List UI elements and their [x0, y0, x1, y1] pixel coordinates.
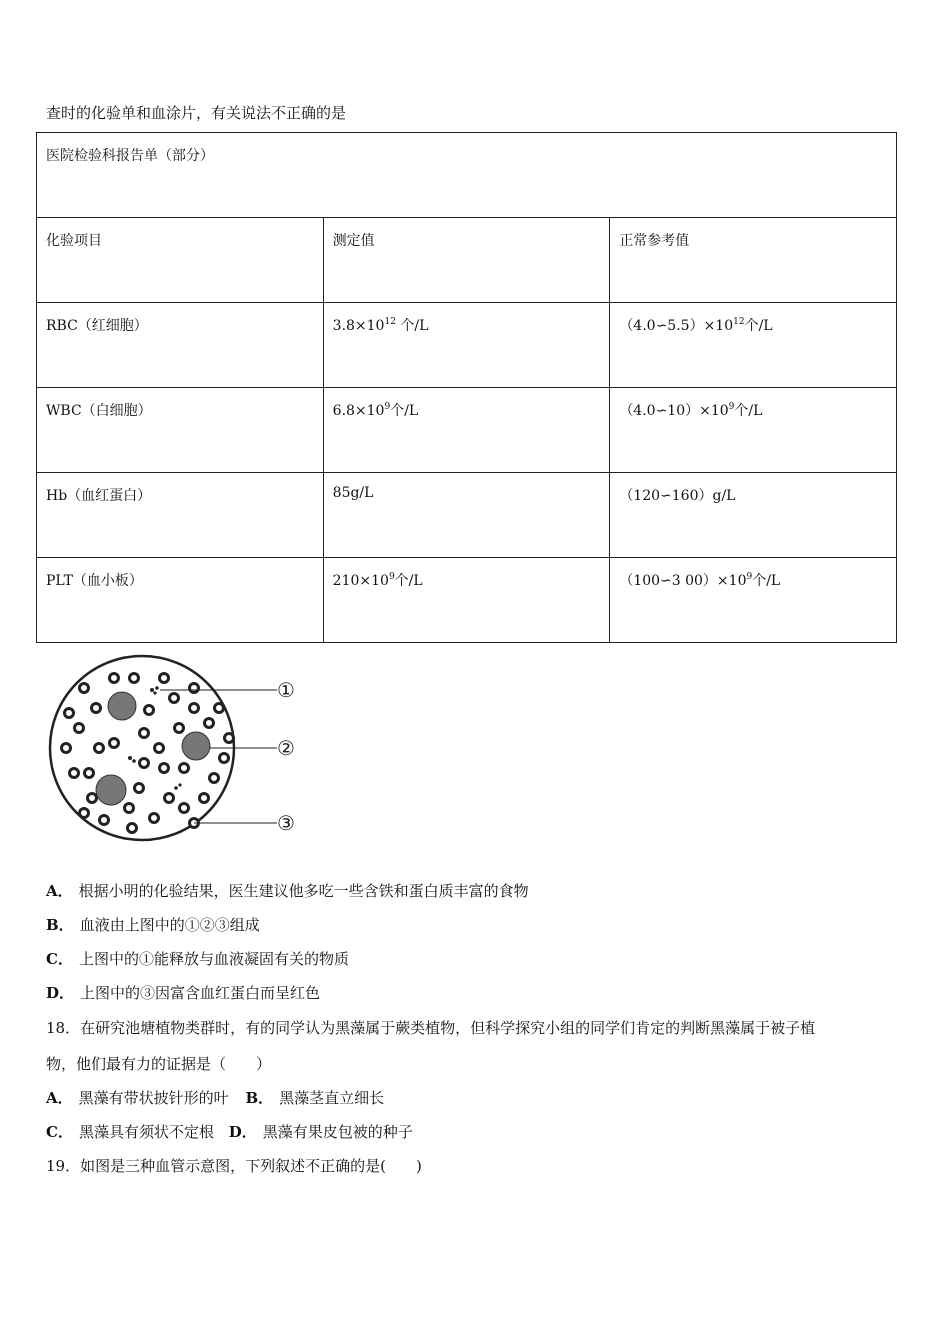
red-blood-cell — [75, 724, 84, 733]
red-blood-cell — [175, 724, 184, 733]
report-title: 医院检验科报告单（部分） — [37, 133, 897, 218]
red-blood-cell — [80, 684, 89, 693]
red-blood-cell — [150, 814, 159, 823]
red-blood-cell — [80, 809, 89, 818]
label-2: ② — [277, 736, 295, 760]
reference-cell: $(4.0∽5.5)\times 10^{12}$个/L — [610, 303, 897, 388]
table-row — [37, 303, 897, 388]
value-cell: 85g/L — [323, 473, 610, 558]
red-blood-cell — [220, 754, 229, 763]
red-blood-cell — [92, 704, 101, 713]
red-blood-cell — [190, 704, 199, 713]
red-blood-cell — [65, 709, 74, 718]
q18-options-row2 — [46, 1121, 413, 1142]
red-blood-cell — [145, 706, 154, 715]
red-blood-cell — [125, 804, 134, 813]
option-c[interactable]: C． 上图中的①能释放与血液凝固有关的物质 — [46, 950, 349, 968]
reference-cell: （100∽3 $00)\times 10^9$个/L — [610, 558, 897, 643]
red-blood-cell — [140, 729, 149, 738]
red-blood-cell — [85, 769, 94, 778]
reference-cell: $(4.0∽10)\times 10^9$个/L — [610, 388, 897, 473]
q18-option-b[interactable]: B． 黑藻茎直立细长 — [245, 1089, 385, 1107]
red-blood-cell — [205, 719, 214, 728]
value-cell: $6.8\times 10^9$个/L — [323, 388, 610, 473]
reference-cell: （120∽160）g/L — [610, 473, 897, 558]
question-19: 19．如图是三种血管示意图，下列叙述不正确的是( ) — [46, 1157, 422, 1175]
red-blood-cell — [200, 794, 209, 803]
q18-options-row1 — [46, 1087, 384, 1108]
question-18-line2: 物，他们最有力的证据是（ ） — [46, 1055, 272, 1073]
red-blood-cell — [88, 794, 97, 803]
option-a[interactable]: A． 根据小明的化验结果，医生建议他多吃一些含铁和蛋白质丰富的食物 — [46, 882, 529, 900]
red-blood-cell — [95, 744, 104, 753]
red-blood-cell — [110, 739, 119, 748]
red-blood-cell — [225, 734, 234, 743]
red-blood-cell — [62, 744, 71, 753]
red-blood-cell — [140, 759, 149, 768]
table-row — [37, 388, 897, 473]
blood-smear-diagram — [44, 648, 314, 848]
table-row — [37, 473, 897, 558]
header-value: 测定值 — [323, 218, 610, 303]
option-b[interactable]: B． 血液由上图中的①②③组成 — [46, 916, 260, 934]
red-blood-cell — [70, 769, 79, 778]
red-blood-cell — [130, 674, 139, 683]
value-cell: $210\times 10^9$个/L — [323, 558, 610, 643]
red-blood-cell — [160, 764, 169, 773]
red-blood-cell — [180, 804, 189, 813]
q18-option-a[interactable]: A． 黑藻有带状披针形的叶 — [46, 1089, 229, 1107]
q18-option-c[interactable]: C． 黑藻具有须状不定根 — [46, 1123, 214, 1141]
smear-field — [50, 656, 234, 840]
header-reference: 正常参考值 — [610, 218, 897, 303]
label-markers — [277, 678, 295, 835]
red-blood-cell — [170, 694, 179, 703]
red-blood-cell — [128, 824, 137, 833]
item-cell: WBC（白细胞） — [37, 388, 324, 473]
lab-report-table — [36, 132, 897, 643]
red-blood-cell — [210, 774, 219, 783]
red-blood-cell — [215, 704, 224, 713]
table-row — [37, 558, 897, 643]
value-cell: $3.8\times 10^{12}$ 个/L — [323, 303, 610, 388]
item-cell: RBC（红细胞） — [37, 303, 324, 388]
label-3: ③ — [277, 811, 295, 835]
header-item: 化验项目 — [37, 218, 324, 303]
option-d[interactable]: D． 上图中的③因富含血红蛋白而呈红色 — [46, 984, 321, 1002]
red-blood-cell — [160, 674, 169, 683]
red-blood-cell — [135, 784, 144, 793]
item-cell: PLT（血小板） — [37, 558, 324, 643]
item-cell: Hb（血红蛋白） — [37, 473, 324, 558]
q18-option-d[interactable]: D． 黑藻有果皮包被的种子 — [228, 1123, 413, 1141]
red-blood-cell — [165, 794, 174, 803]
question-18-line1: 18．在研究池塘植物类群时，有的同学认为黑藻属于蕨类植物，但科学探究小组的同学们肯定的判断黑藻属于被子植 — [46, 1019, 816, 1037]
red-blood-cell — [110, 674, 119, 683]
question-intro-text: 查时的化验单和血涂片，有关说法不正确的是 — [46, 104, 347, 122]
red-blood-cell — [155, 744, 164, 753]
label-1: ① — [277, 678, 295, 702]
red-blood-cell — [190, 684, 199, 693]
red-blood-cell — [100, 816, 109, 825]
red-blood-cell — [180, 764, 189, 773]
